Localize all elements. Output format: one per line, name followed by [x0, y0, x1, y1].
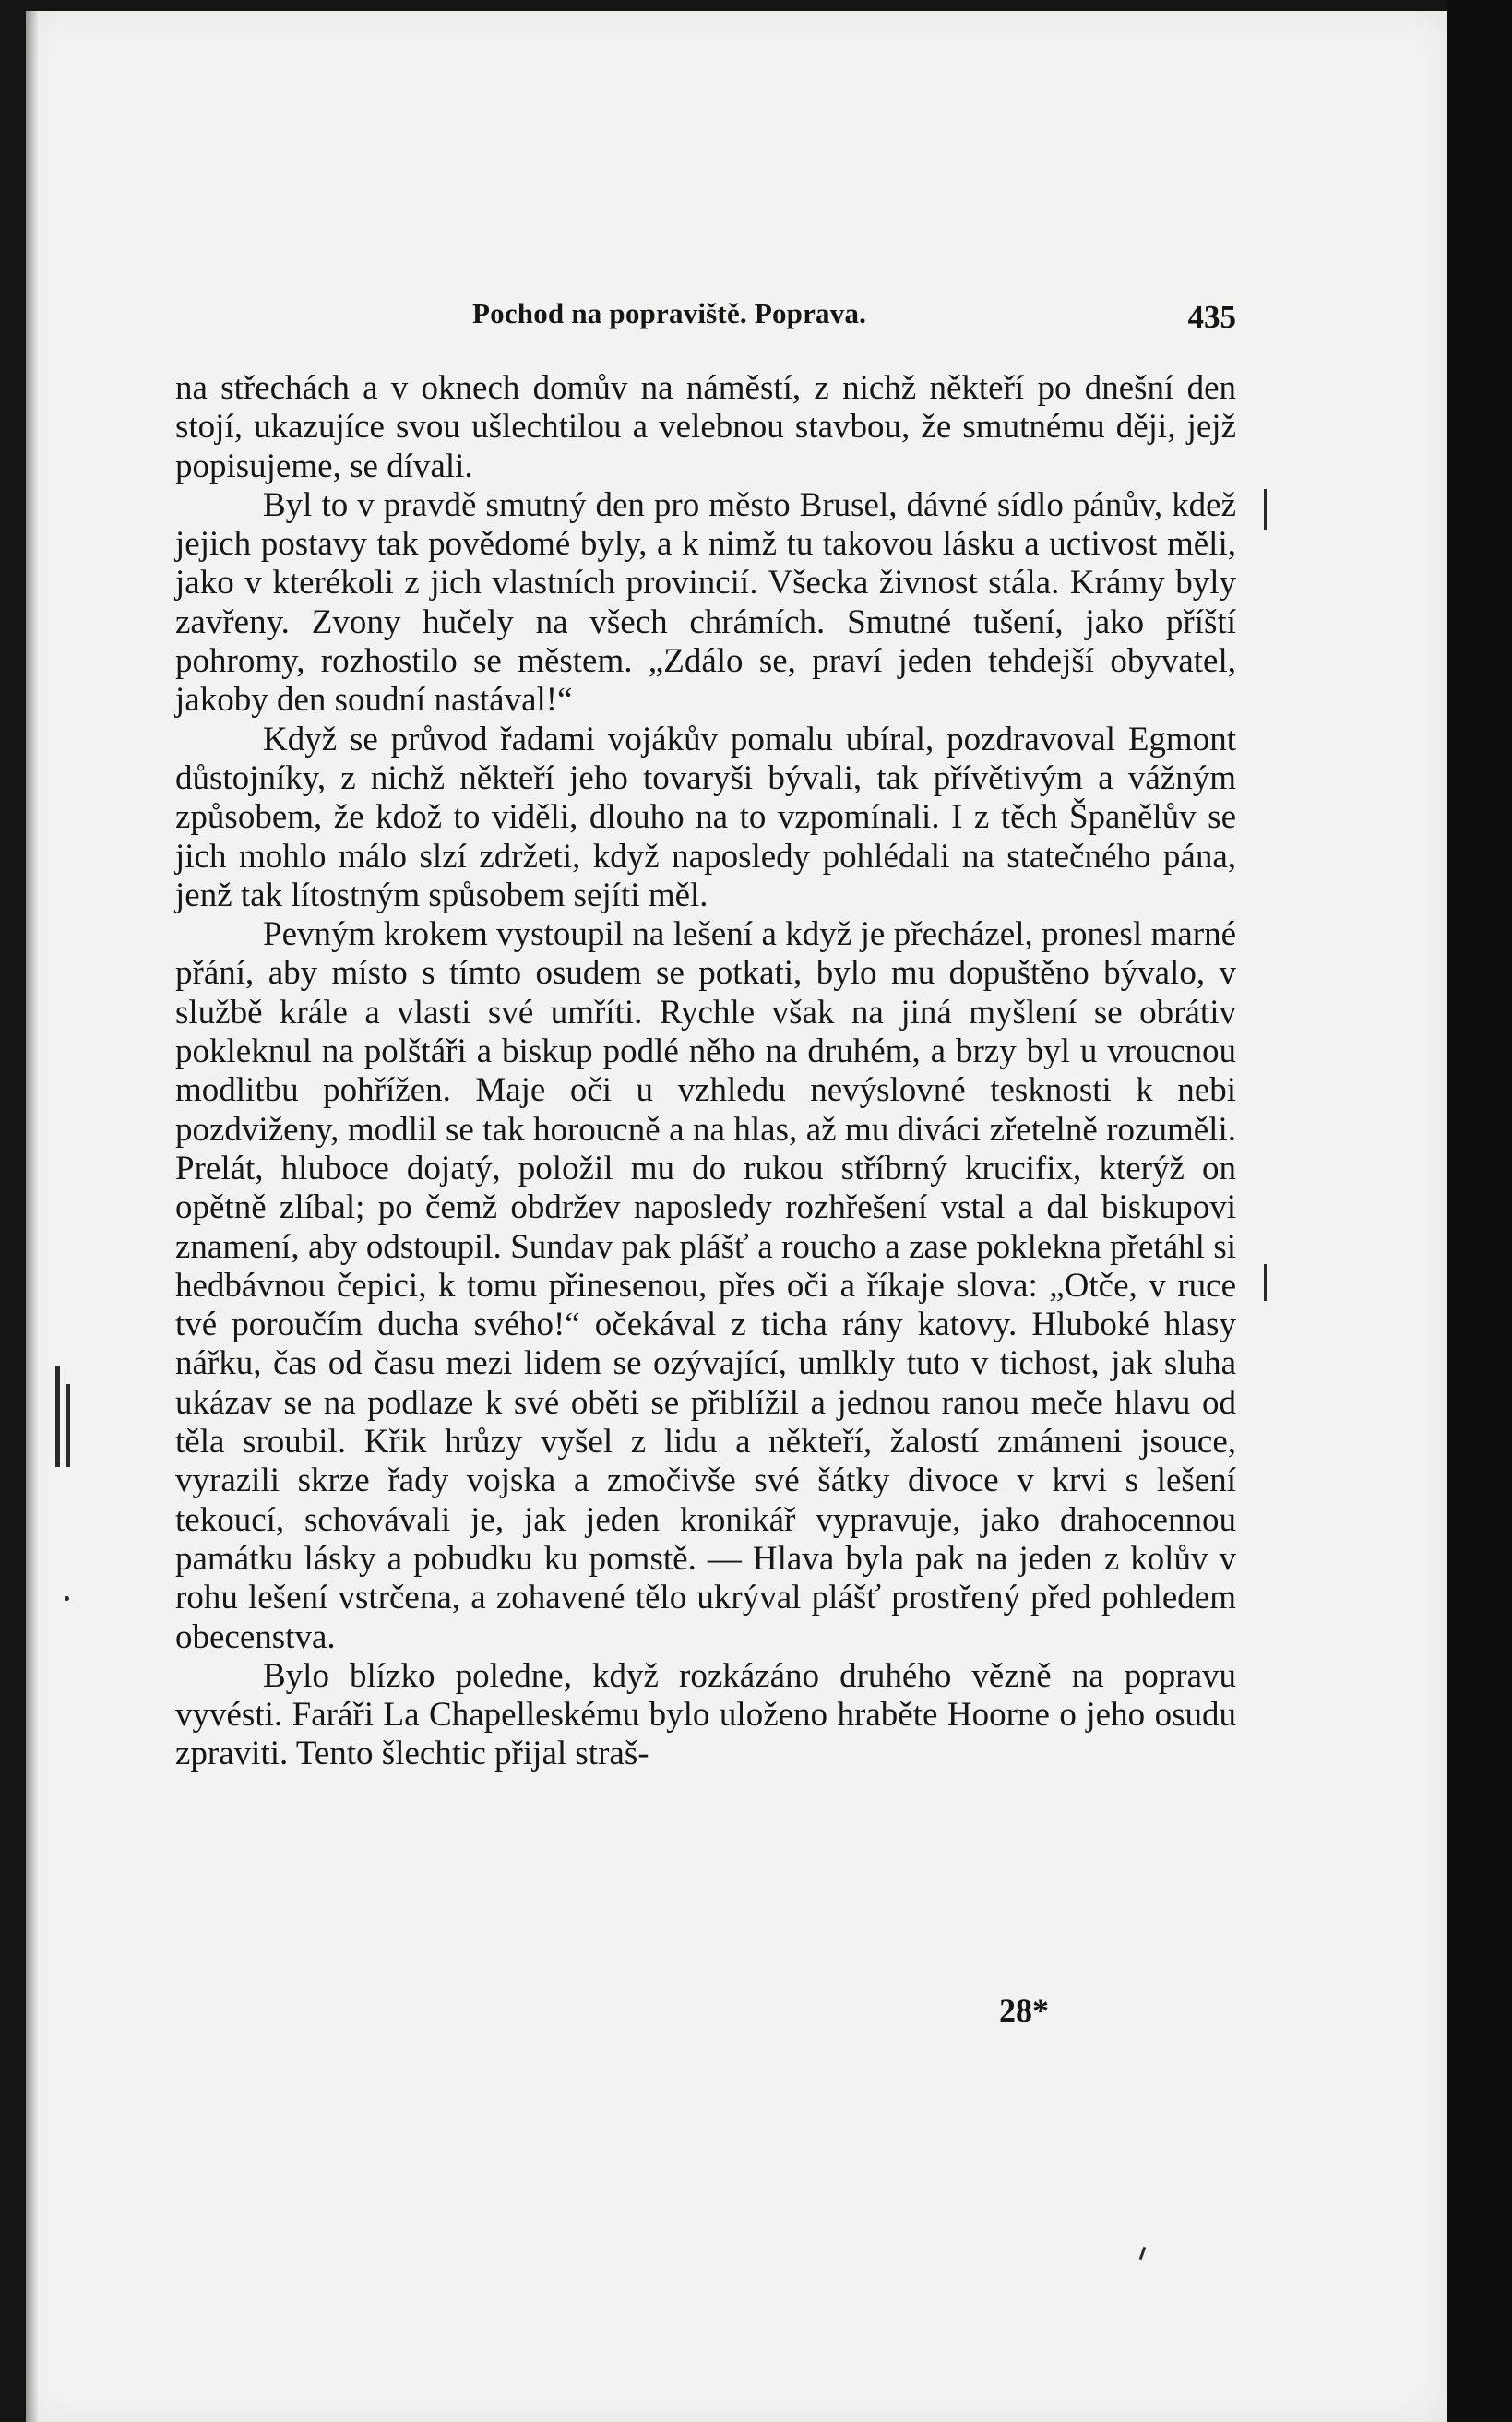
running-head: Pochod na popraviště. Poprava.: [472, 297, 867, 329]
margin-mark: [55, 1366, 60, 1467]
page-number: 435: [1187, 299, 1236, 335]
paragraph: Pevným krokem vystoupil na lešení a když je přecházel, pronesl marné přání, aby místo s tímto osudem se potkati, bylo mu dopuštěno bývalo, v službě krále a vlasti své umříti. Rychle však na jiná myšlení se obrátiv pokleknul na polštáři a biskup podlé něho na druhém, a brzy byl u vroucnou modlitbu pohřížen. Maje oči u vzhledu nevýslovné tesknosti k nebi pozdviženy, modlil se tak horoucně a na hlas, až mu diváci zřetelně rozuměli. Prelát, hluboce dojatý, položil mu do rukou stříbrný krucifix, kterýž on opětně zlíbal; po čemž obdržev naposledy rozhřešení vstal a dal biskupovi znamení, aby odstoupil. Sundav pak plášť a roucho a zase poklekna přetáhl si hedbávnou čepici, k tomu přinesenou, přes oči a říkaje slova: „Otče, v ruce tvé poroučím ducha svého!“ očekával z ticha rány katovy. Hluboké hlasy nářku, čas od času mezi lidem se ozývající, umlkly tuto v tichost, jak sluha ukázav se na podlaze k své oběti se přiblížil a jednou ranou meče hlavu od těla sroubil. Křik hrůzy vyšel z lidu a někteří, žalostí zmámeni jsouce, vyrazili skrze řady vojska a zmočivše své šátky divoce v krvi s lešení tekoucí, schovávali je, jak jeden kronikář vypravuje, jako drahocennou památku lásky a pobudku ku pomstě. — Hlava byla pak na jeden z kolův v rohu lešení vstrčena, a zohavené tělo ukrýval plášť prostřený před pohledem obecenstva.: [175, 915, 1236, 1656]
signature-mark: 28*: [999, 1992, 1049, 2029]
paragraph: na střechách a v oknech domův na náměstí, z nichž někteří po dnešní den stojí, ukazujíce svou ušlechtilou a velebnou stavbou, že smutnému ději, jejž popisujeme, se dívali.: [175, 369, 1236, 485]
body-text: [175, 369, 1236, 1774]
gutter-shadow: [26, 11, 39, 2422]
paragraph: Bylo blízko poledne, když rozkázáno druhého vězně na popravu vyvésti. Faráři La Chapelleskému bylo uloženo hraběte Hoorne o jeho osudu zpraviti. Tento šlechtic přijal straš-: [175, 1656, 1236, 1773]
margin-mark: [1264, 489, 1267, 530]
margin-mark: [65, 1596, 69, 1601]
paragraph: Byl to v pravdě smutný den pro město Brusel, dávné sídlo pánův, kdež jejich postavy tak povědomé byly, a k nimž tu takovou lásku a uctivost měli, jako v kterékoli z jich vlastních provincií. Všecka živnost stála. Krámy byly zavřeny. Zvony hučely na všech chrámích. Smutné tušení, jako příští pohromy, rozhostilo se městem. „Zdálo se, praví jeden tehdejší obyvatel, jakoby den soudní nastával!“: [175, 485, 1236, 720]
margin-mark: [1264, 1264, 1267, 1301]
paragraph: Když se průvod řadami vojákův pomalu ubíral, pozdravoval Egmont důstojníky, z nichž někteří jeho tovaryši bývali, tak přívětivým a vážným způsobem, že kdož to viděli, dlouho na to vzpomínali. I z těch Španělův se jich mohlo málo slzí zdržeti, když naposledy pohlédali na statečného pána, jenž tak lítostným spůsobem sejíti měl.: [175, 720, 1236, 914]
scan-right-edge: [1447, 0, 1512, 2422]
page-header: [175, 297, 1236, 343]
margin-mark: [66, 1384, 70, 1467]
